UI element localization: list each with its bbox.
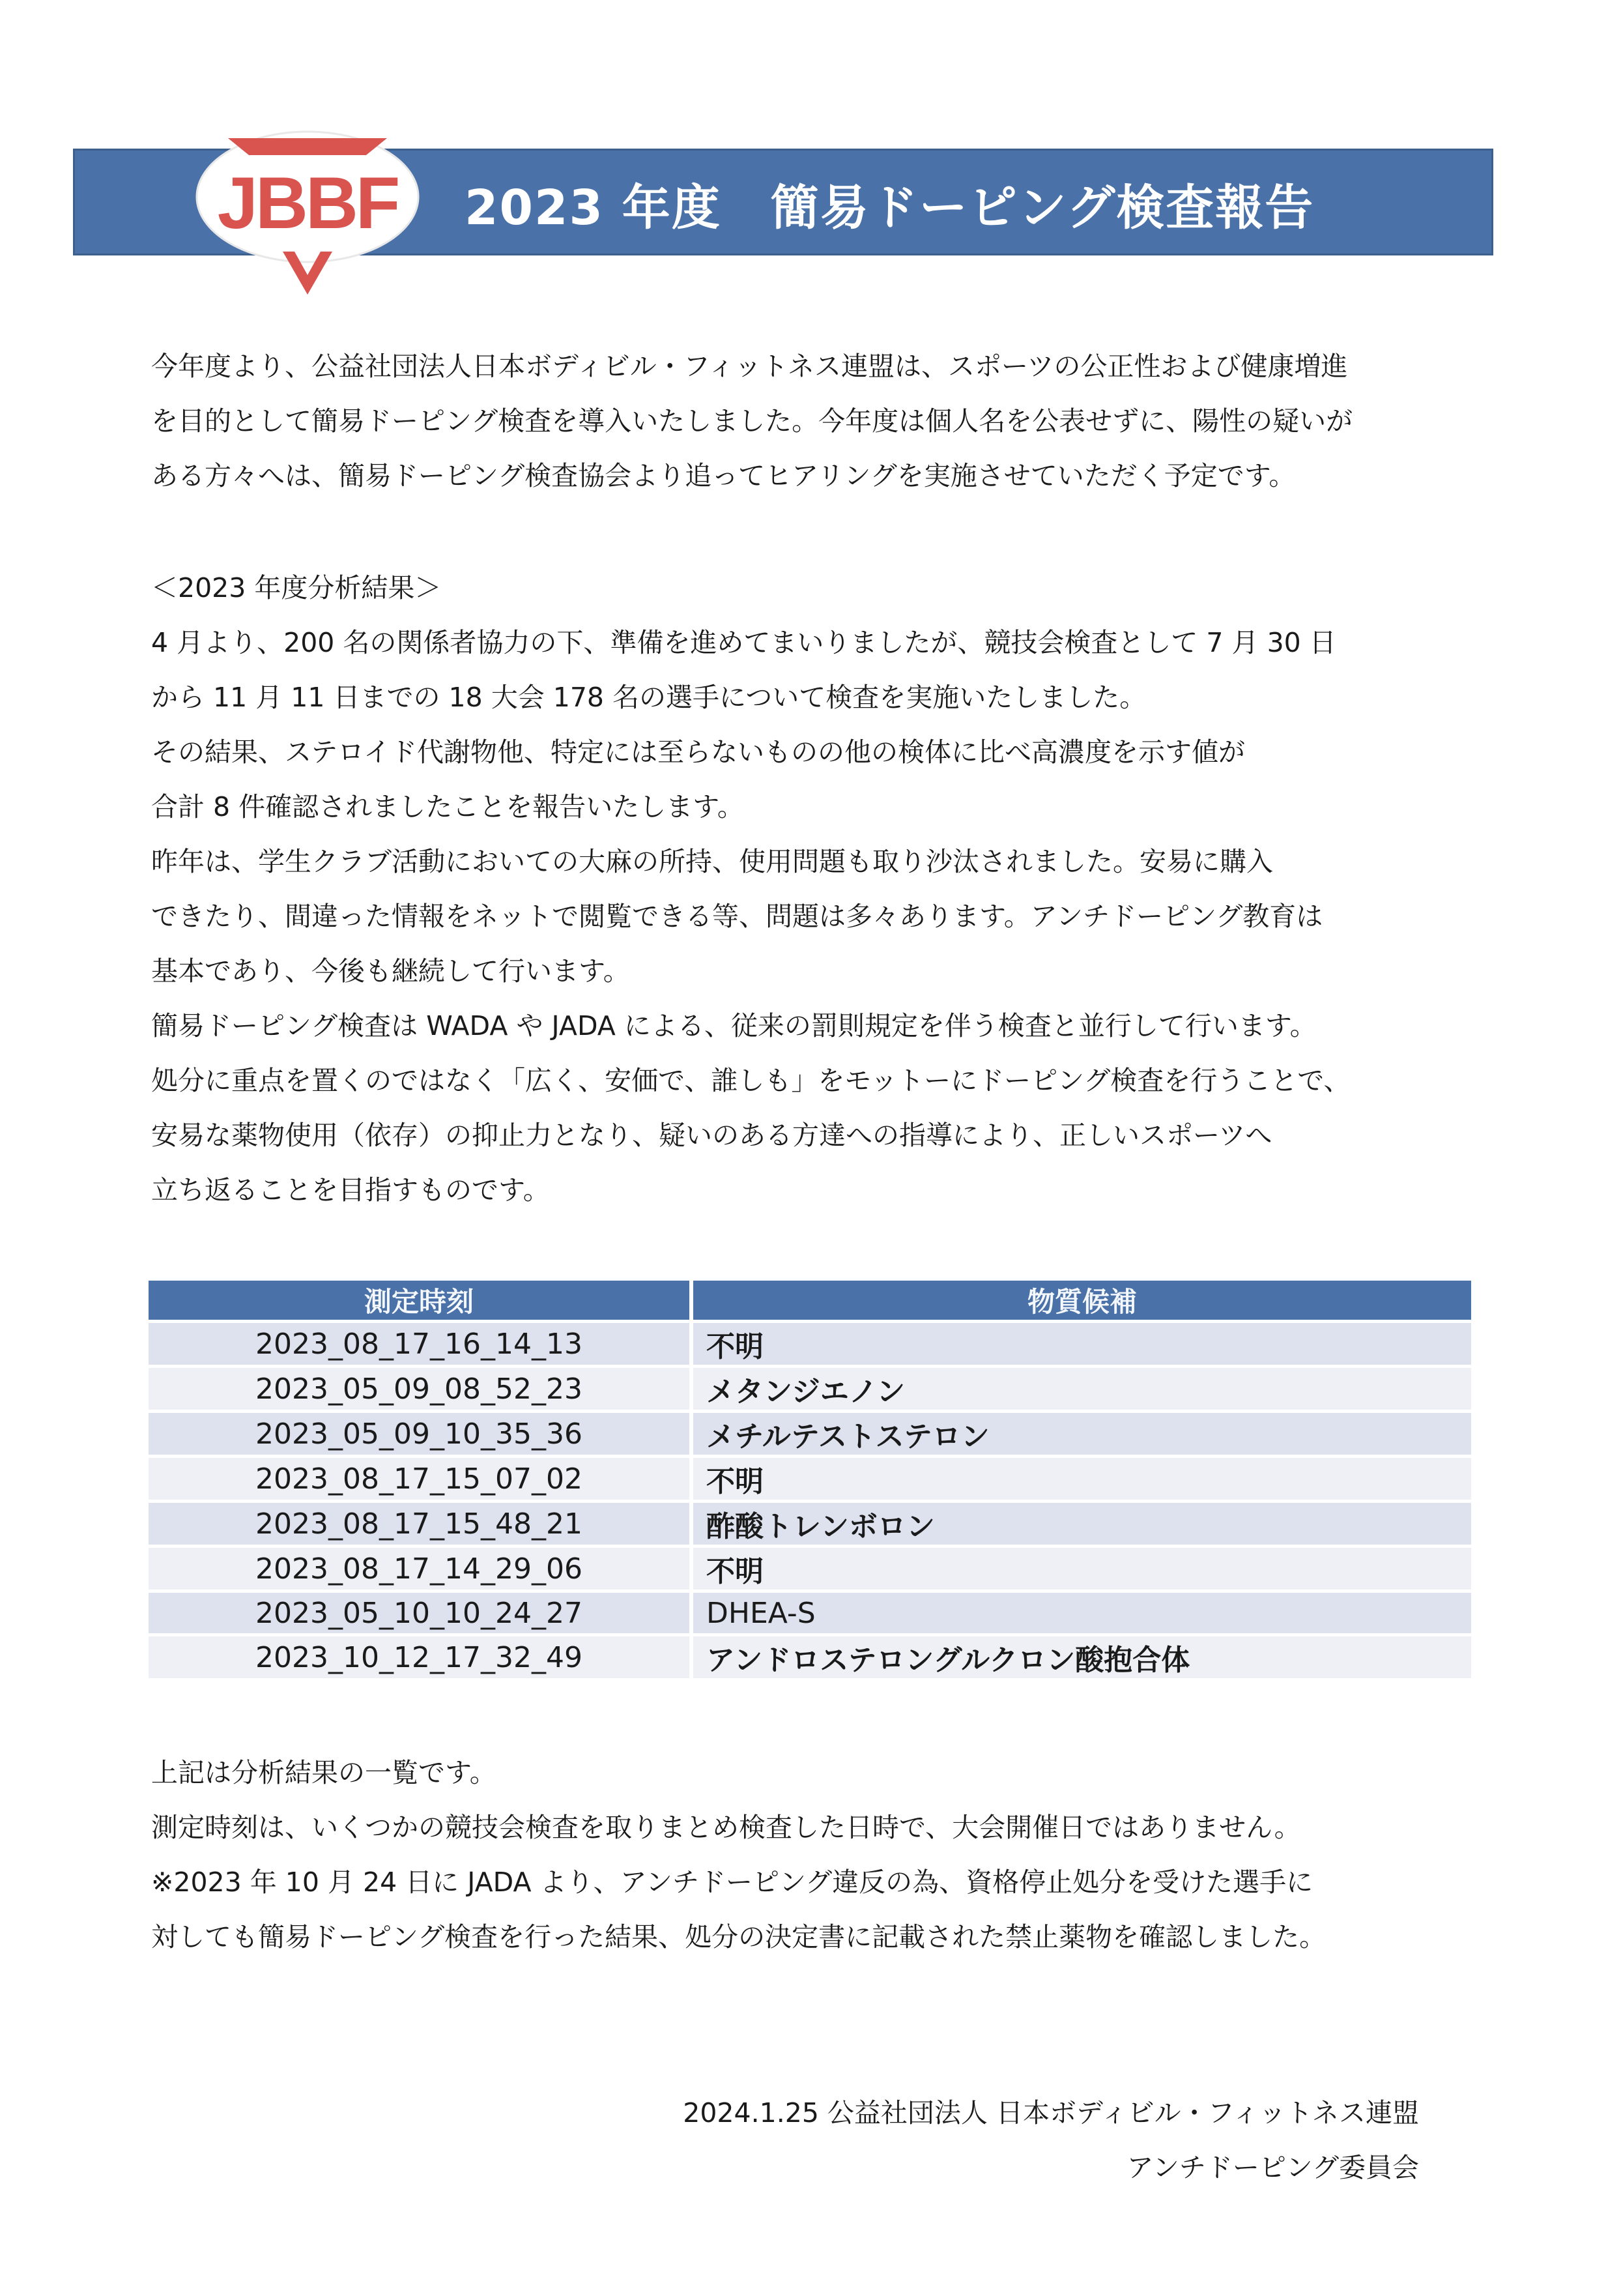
substance-candidate: 不明 <box>693 1323 1471 1365</box>
table-row <box>149 1503 1471 1545</box>
note-line: ※2023 年 10 月 24 日に JADA より、アンチドーピング違反の為、資格停止処分を受けた選手に <box>151 1867 1313 1898</box>
measurement-time: 2023_05_09_08_52_23 <box>149 1368 693 1410</box>
substance-candidate: メチルテストステロン <box>693 1413 1471 1455</box>
substance-candidate: メタンジエノン <box>693 1368 1471 1410</box>
measurement-time: 2023_05_09_10_35_36 <box>149 1413 693 1455</box>
substance-candidate: 酢酸トレンボロン <box>693 1503 1471 1545</box>
substance-candidate: 不明 <box>693 1458 1471 1500</box>
analysis-line: その結果、ステロイド代謝物他、特定には至らないものの他の検体に比べ高濃度を示す値が <box>151 736 1245 768</box>
substance-candidate: 不明 <box>693 1548 1471 1590</box>
table-row <box>149 1458 1471 1500</box>
note-line: 対しても簡易ドーピング検査を行った結果、処分の決定書に記載された禁止薬物を確認しました。 <box>151 1921 1327 1953</box>
analysis-line: から 11 月 11 日までの 18 大会 178 名の選手について検査を実施いたしました。 <box>151 682 1147 713</box>
signature-date-org: 2024.1.25 公益社団法人 日本ボディビル・フィットネス連盟 <box>683 2097 1419 2129</box>
analysis-line: 処分に重点を置くのではなく「広く、安価で、誰しも」をモットーにドーピング検査を行うことで、 <box>151 1065 1351 1096</box>
analysis-line: 安易な薬物使用（依存）の抑止力となり、疑いのある方達への指導により、正しいスポーツへ <box>151 1120 1272 1151</box>
table-row <box>149 1548 1471 1590</box>
note-line: 上記は分析結果の一覧です。 <box>151 1757 496 1788</box>
analysis-line: できたり、間違った情報をネットで閲覧できる等、問題は多々あります。アンチドーピング教育は <box>151 901 1323 932</box>
measurement-time: 2023_08_17_14_29_06 <box>149 1548 693 1590</box>
results-table <box>149 1277 1471 1681</box>
column-header-time: 測定時刻 <box>149 1281 693 1320</box>
table-row <box>149 1593 1471 1633</box>
table-row <box>149 1413 1471 1455</box>
note-line: 測定時刻は、いくつかの競技会検査を取りまとめ検査した日時で、大会開催日ではありません。 <box>151 1812 1301 1843</box>
measurement-time: 2023_05_10_10_24_27 <box>149 1593 693 1633</box>
analysis-line: 簡易ドーピング検査は WADA や JADA による、従来の罰則規定を伴う検査と並行して行います。 <box>151 1010 1317 1041</box>
measurement-time: 2023_08_17_15_07_02 <box>149 1458 693 1500</box>
intro-paragraph <box>151 339 1454 503</box>
analysis-line: 合計 8 件確認されましたことを報告いたします。 <box>151 791 744 822</box>
analysis-line: 立ち返ることを目指すものです。 <box>151 1174 550 1206</box>
intro-line: を目的として簡易ドーピング検査を導入いたしました。今年度は個人名を公表せずに、陽性の疑いが <box>151 405 1353 437</box>
page-title: 2023 年度 簡易ドーピング検査報告 <box>465 180 1315 236</box>
measurement-time: 2023_10_12_17_32_49 <box>149 1636 693 1678</box>
table-row <box>149 1368 1471 1410</box>
table-row <box>149 1323 1471 1365</box>
logo-text: JBBF <box>217 162 398 244</box>
analysis-heading: ＜2023 年度分析結果＞ <box>151 572 442 603</box>
analysis-line: 昨年は、学生クラブ活動においての大麻の所持、使用問題も取り沙汰されました。安易に購入 <box>151 846 1273 877</box>
signature-block <box>683 2085 1419 2195</box>
intro-line: ある方々へは、簡易ドーピング検査協会より追ってヒアリングを実施させていただく予定です。 <box>151 460 1296 491</box>
measurement-time: 2023_08_17_15_48_21 <box>149 1503 693 1545</box>
analysis-line: 4 月より、200 名の関係者協力の下、準備を進めてまいりましたが、競技会検査として 7 月 30 日 <box>151 627 1336 658</box>
signature-committee: アンチドーピング委員会 <box>1126 2152 1419 2183</box>
notes-section <box>151 1745 1454 1964</box>
substance-candidate: アンドロステロングルクロン酸抱合体 <box>693 1636 1471 1678</box>
table-header-row <box>149 1281 1471 1320</box>
table-row <box>149 1636 1471 1678</box>
analysis-section <box>151 560 1454 1217</box>
measurement-time: 2023_08_17_16_14_13 <box>149 1323 693 1365</box>
intro-line: 今年度より、公益社団法人日本ボディビル・フィットネス連盟は、スポーツの公正性および健康増進 <box>151 351 1348 382</box>
analysis-line: 基本であり、今後も継続して行います。 <box>151 955 630 987</box>
substance-candidate: DHEA-S <box>693 1593 1471 1633</box>
column-header-substance: 物質候補 <box>693 1281 1471 1320</box>
jbbf-logo <box>190 124 425 300</box>
